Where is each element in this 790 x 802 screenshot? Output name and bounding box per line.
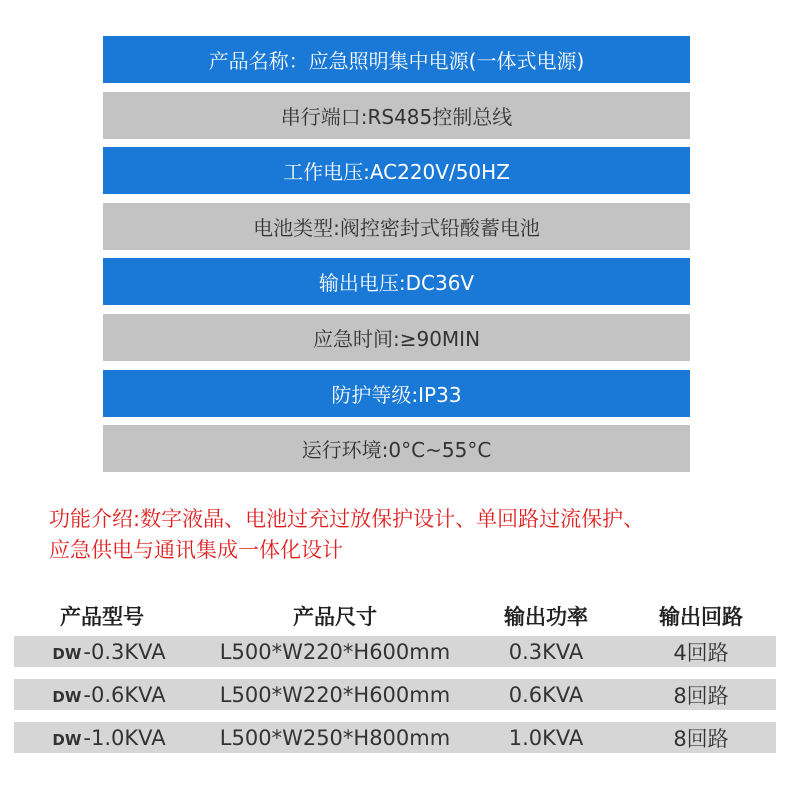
- header-power: 输出功率: [504, 605, 588, 629]
- spec-operating-environment: 运行环境:0°C~55°C: [103, 425, 690, 472]
- cell-size: L500*W220*H600mm: [219, 682, 451, 707]
- table-header: [0, 596, 790, 636]
- cell-power: 0.3KVA: [508, 639, 584, 664]
- spec-product-name: 产品名称：应急照明集中电源(一体式电源): [103, 36, 690, 83]
- cell-size: L500*W220*H600mm: [219, 639, 451, 664]
- spec-serial-port: 串行端口:RS485控制总线: [103, 92, 690, 139]
- header-size: 产品尺寸: [293, 605, 377, 629]
- cell-power: 0.6KVA: [508, 682, 584, 707]
- cell-circuits: 4回路: [673, 640, 729, 665]
- cell-circuits: 8回路: [673, 726, 729, 751]
- spec-working-voltage: 工作电压:AC220V/50HZ: [103, 147, 690, 194]
- cell-circuits: 8回路: [673, 683, 729, 708]
- table-row: [14, 636, 776, 667]
- table-row: [14, 679, 776, 710]
- function-intro-line-2: 应急供电与通讯集成一体化设计: [49, 538, 343, 562]
- spec-list: [103, 36, 690, 481]
- header-circuits: 输出回路: [659, 605, 743, 629]
- cell-model: DW-0.6KVA: [52, 682, 166, 707]
- header-model: 产品型号: [60, 605, 144, 629]
- function-intro-line-1: 功能介绍:数字液晶、电池过充过放保护设计、单回路过流保护、: [49, 507, 645, 531]
- cell-size: L500*W250*H800mm: [219, 725, 451, 750]
- spec-output-voltage: 输出电压:DC36V: [103, 258, 690, 305]
- product-table: [0, 596, 790, 765]
- cell-model: DW-0.3KVA: [52, 639, 166, 664]
- function-intro: [49, 504, 769, 566]
- spec-battery-type: 电池类型:阀控密封式铅酸蓄电池: [103, 203, 690, 250]
- spec-emergency-time: 应急时间:≥90MIN: [103, 314, 690, 361]
- table-row: [14, 722, 776, 753]
- cell-model: DW-1.0KVA: [52, 725, 166, 750]
- spec-protection-level: 防护等级:IP33: [103, 370, 690, 417]
- cell-power: 1.0KVA: [508, 725, 584, 750]
